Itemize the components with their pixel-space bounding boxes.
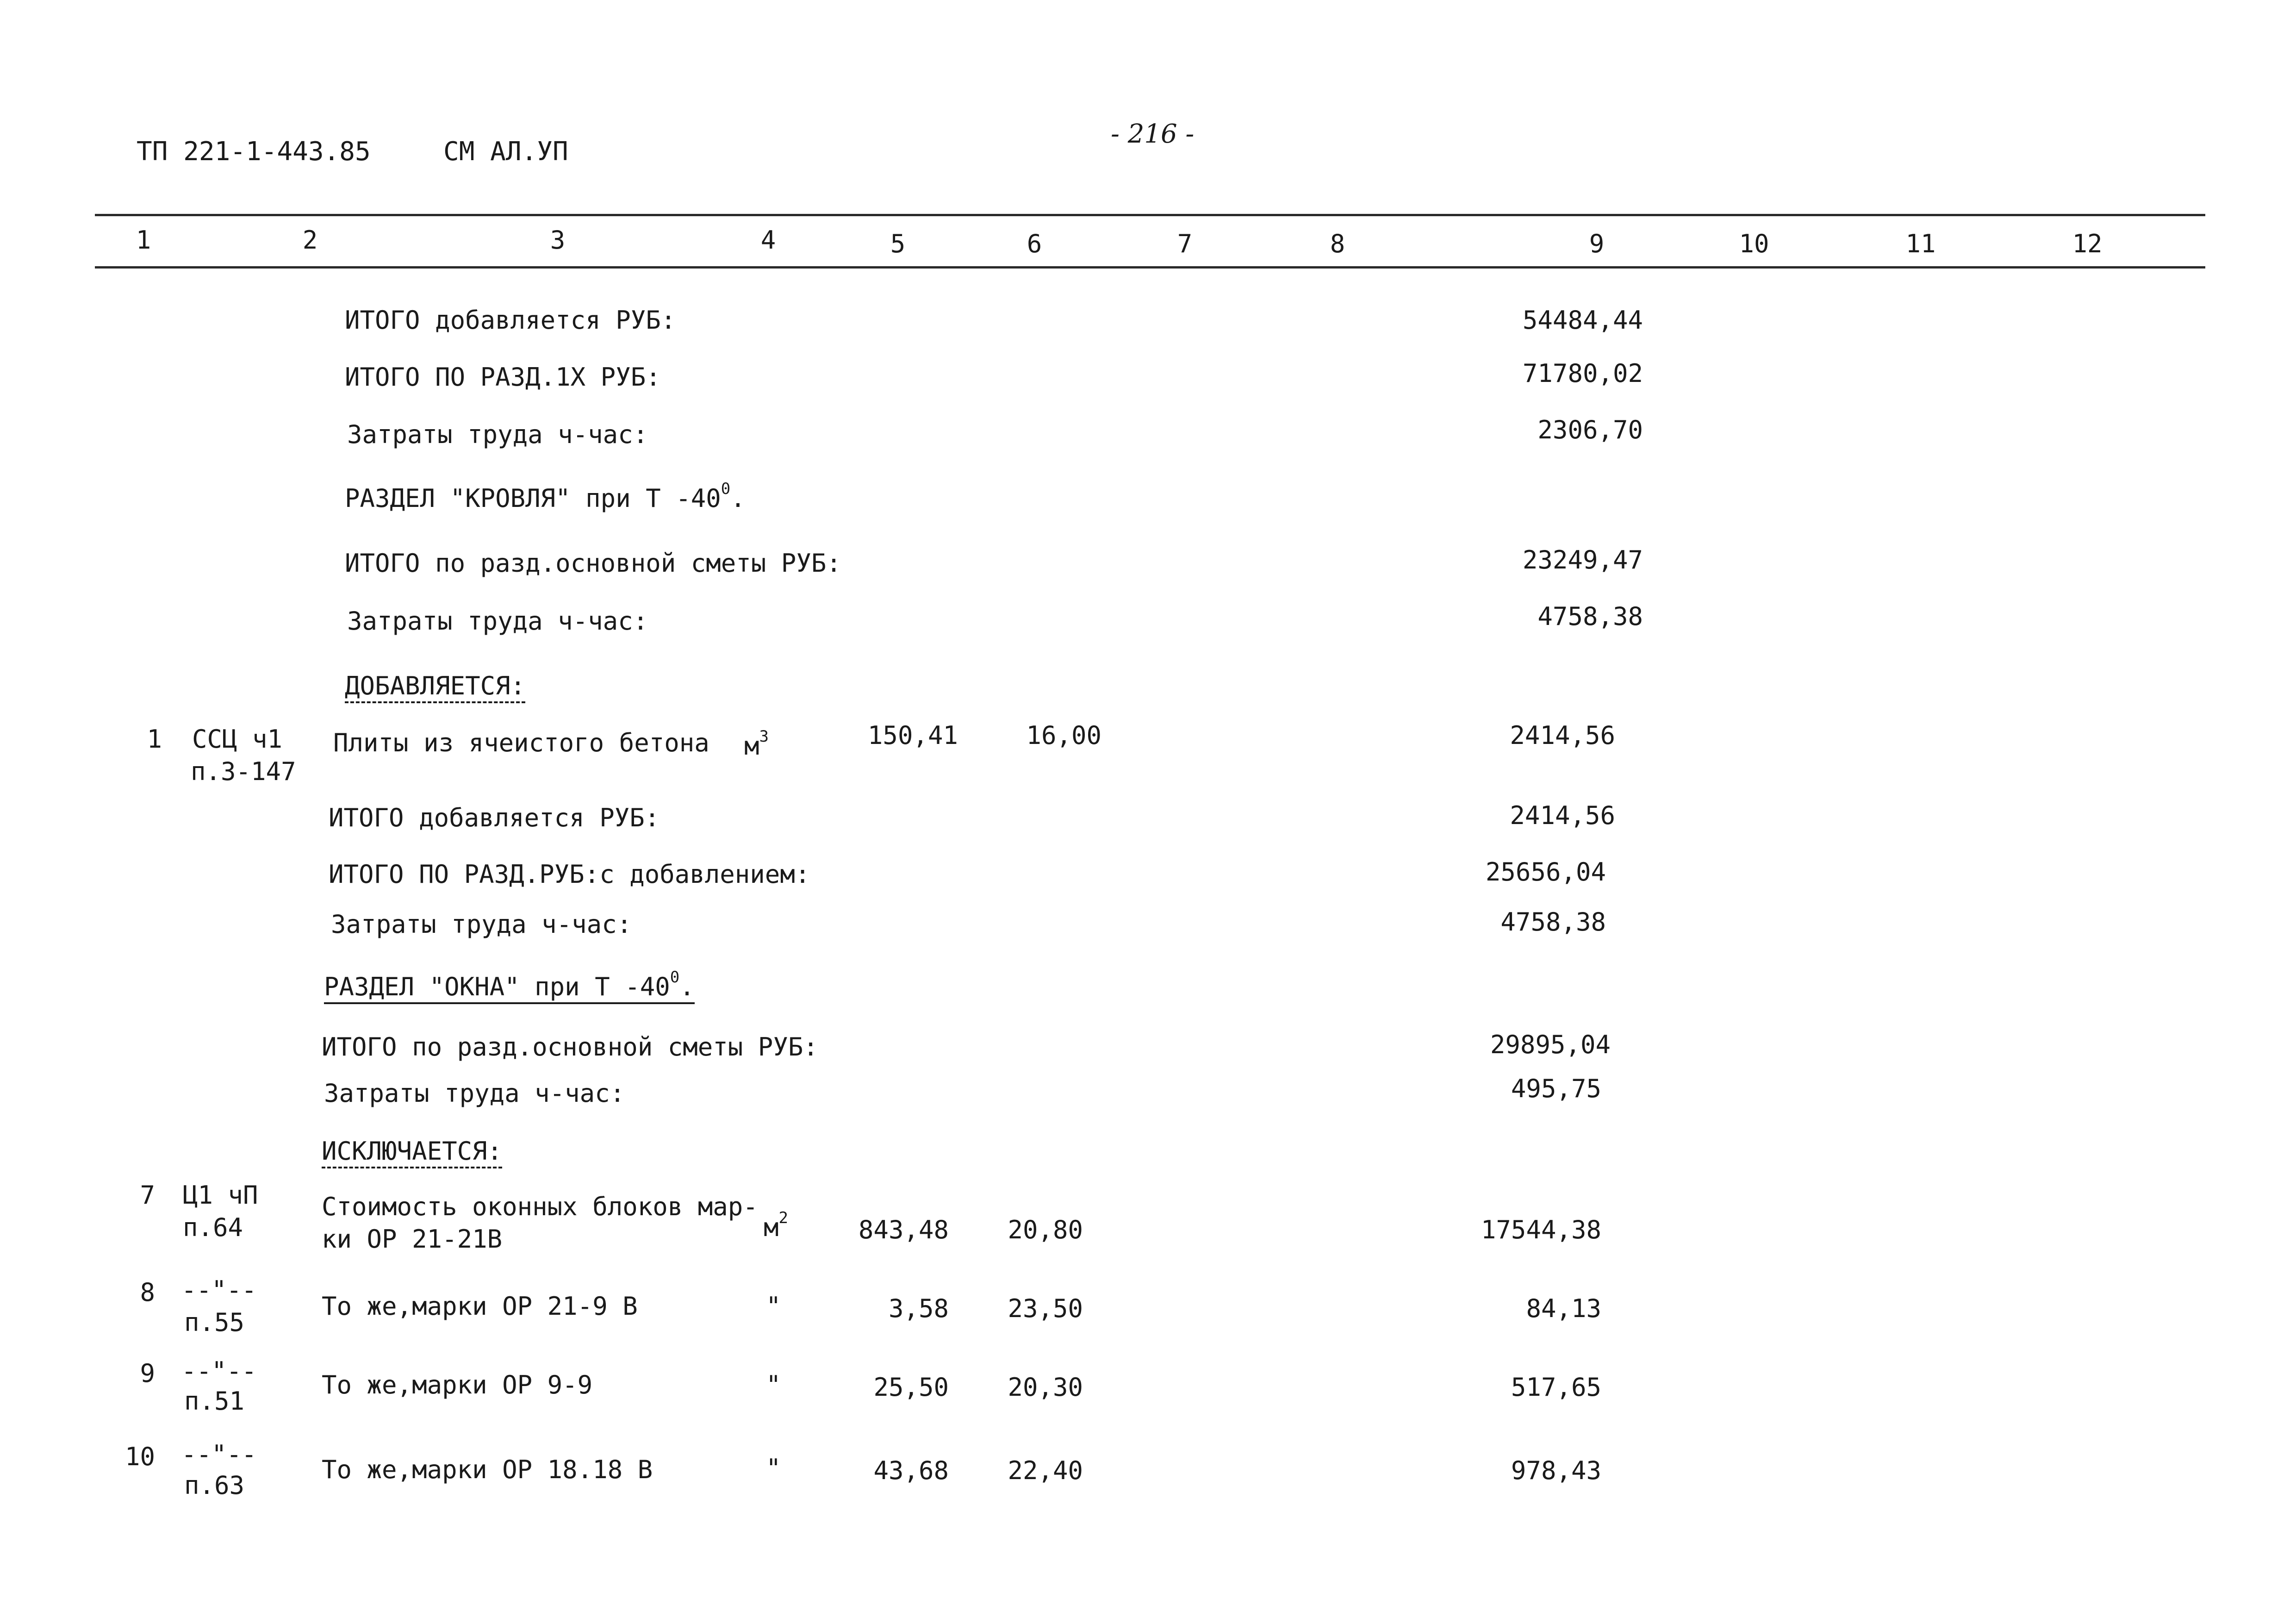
row-total: 495,75 xyxy=(1511,1074,1601,1103)
item-price: 20,80 xyxy=(1008,1215,1083,1244)
column-number: 11 xyxy=(1905,229,1936,258)
row-total: 71780,02 xyxy=(1522,359,1643,388)
page-number: - 216 - xyxy=(1111,119,1195,149)
row-total: 2414,56 xyxy=(1510,801,1615,830)
item-unit: $м^2$ xyxy=(764,1209,788,1242)
item-total: 978,43 xyxy=(1511,1456,1601,1485)
item-total: 84,13 xyxy=(1526,1294,1601,1323)
column-number: 3 xyxy=(550,225,566,255)
item-quantity: 843,48 xyxy=(858,1215,949,1244)
column-number: 2 xyxy=(302,225,318,255)
doc-section: СМ АЛ.УП xyxy=(443,137,568,167)
row-total: 29895,04 xyxy=(1490,1030,1611,1059)
item-total: 17544,38 xyxy=(1481,1215,1601,1244)
degree-mark: 0 xyxy=(721,480,731,498)
item-price: 23,50 xyxy=(1008,1294,1083,1323)
column-number: 10 xyxy=(1739,229,1769,258)
column-number: 5 xyxy=(890,229,906,258)
row-description: Затраты труда ч-час: xyxy=(347,606,648,636)
item-unit: " xyxy=(766,1454,781,1483)
item-quantity: 3,58 xyxy=(888,1294,949,1323)
item-code: --"-- xyxy=(181,1356,257,1386)
item-code-sub: п.63 xyxy=(184,1471,245,1500)
row-description: ИТОГО по разд.основной сметы РУБ: xyxy=(345,549,841,578)
column-number: 8 xyxy=(1330,229,1345,258)
section-title-windows: РАЗДЕЛ "ОКНА" при Т $-40^0$. xyxy=(324,974,695,1004)
header-top-rule xyxy=(95,214,2205,216)
row-total: 25656,04 xyxy=(1485,857,1606,887)
column-number: 7 xyxy=(1177,229,1193,258)
item-number: 1 xyxy=(147,725,162,754)
item-number: 8 xyxy=(140,1278,155,1307)
item-unit: " xyxy=(766,1370,781,1399)
row-description: ИТОГО добавляется РУБ: xyxy=(345,306,676,335)
column-number: 4 xyxy=(760,225,776,255)
item-code: ССЦ ч1 xyxy=(192,725,283,754)
column-number: 1 xyxy=(136,225,151,255)
column-number: 9 xyxy=(1589,229,1605,258)
item-description: То же,марки ОР 18.18 В xyxy=(322,1455,653,1484)
item-code-sub: п.51 xyxy=(184,1387,245,1416)
item-unit: $м^3$ xyxy=(744,727,769,761)
row-description: ИТОГО ПО РАЗД.1Х РУБ: xyxy=(345,362,661,392)
column-number: 12 xyxy=(2072,229,2103,258)
row-description: Затраты труда ч-час: xyxy=(324,1079,625,1108)
row-total: 54484,44 xyxy=(1522,306,1643,335)
item-description: То же,марки ОР 9-9 xyxy=(322,1370,593,1399)
item-description: Стоимость оконных блоков мар- xyxy=(322,1192,758,1221)
item-description: Плиты из ячеистого бетона xyxy=(333,728,709,757)
item-total: 517,65 xyxy=(1511,1373,1601,1402)
column-number: 6 xyxy=(1027,229,1042,258)
item-number: 7 xyxy=(140,1181,155,1210)
item-price: 16,00 xyxy=(1026,721,1101,750)
item-unit: " xyxy=(766,1292,781,1321)
section-title-roof: РАЗДЕЛ "КРОВЛЯ" при Т $-40^0$. xyxy=(345,480,746,513)
added-label: ДОБАВЛЯЕТСЯ: xyxy=(345,674,525,703)
header-bottom-rule xyxy=(95,266,2205,269)
row-total: 23249,47 xyxy=(1522,545,1643,575)
row-description: ИТОГО добавляется РУБ: xyxy=(329,803,660,832)
row-description: Затраты труда ч-час: xyxy=(331,910,632,939)
section-title-text: РАЗДЕЛ "ОКНА" при Т -40 xyxy=(324,972,670,1001)
row-total: 2306,70 xyxy=(1537,415,1643,444)
item-quantity: 150,41 xyxy=(867,721,958,750)
item-quantity: 25,50 xyxy=(873,1373,949,1402)
doc-code: ТП 221-1-443.85 xyxy=(137,137,371,167)
item-price: 22,40 xyxy=(1008,1456,1083,1485)
item-description: То же,марки ОР 21-9 В xyxy=(322,1292,638,1321)
item-code: --"-- xyxy=(181,1440,257,1469)
degree-mark: 0 xyxy=(670,968,680,987)
section-title-text: РАЗДЕЛ "КРОВЛЯ" при Т -40 xyxy=(345,484,721,513)
item-price: 20,30 xyxy=(1008,1373,1083,1402)
row-description: Затраты труда ч-час: xyxy=(347,420,648,449)
row-description: ИТОГО ПО РАЗД.РУБ:с добавлением: xyxy=(329,860,810,889)
excluded-label: ИСКЛЮЧАЕТСЯ: xyxy=(322,1139,502,1168)
item-description-cont: ки ОР 21-21В xyxy=(322,1224,503,1254)
item-code-sub: п.55 xyxy=(184,1308,245,1337)
item-code-sub: п.64 xyxy=(183,1213,243,1242)
row-description: ИТОГО по разд.основной сметы РУБ: xyxy=(322,1032,818,1062)
row-total: 4758,38 xyxy=(1537,602,1643,631)
item-total: 2414,56 xyxy=(1510,721,1615,750)
item-number: 10 xyxy=(124,1442,155,1471)
item-number: 9 xyxy=(140,1359,155,1388)
item-code: --"-- xyxy=(181,1275,257,1305)
item-code: Ц1 чП xyxy=(183,1181,258,1210)
item-code-sub: п.3-147 xyxy=(191,757,296,786)
item-quantity: 43,68 xyxy=(873,1456,949,1485)
row-total: 4758,38 xyxy=(1500,907,1606,937)
